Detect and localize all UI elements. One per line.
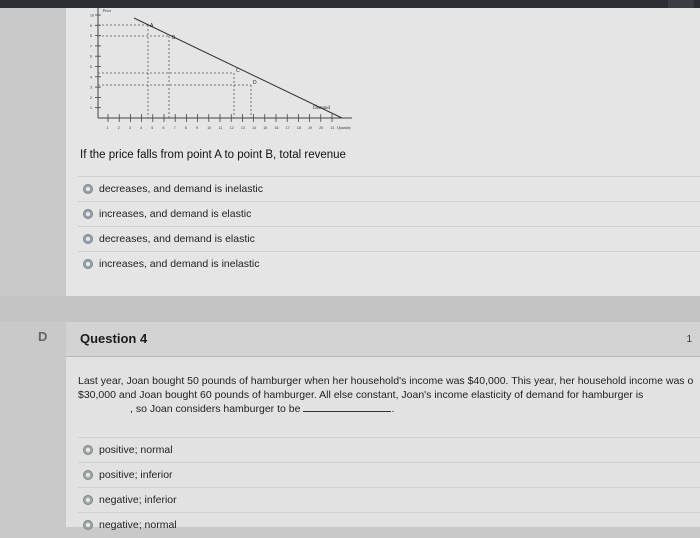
option-label: negative; inferior: [99, 494, 177, 506]
option-label: negative; normal: [99, 519, 177, 531]
x-tick-label: 20: [319, 126, 324, 130]
x-tick-label: 15: [263, 126, 268, 130]
x-tick-label: 6: [162, 126, 165, 130]
point-a-label: A: [150, 23, 154, 29]
y-tick-label: 8: [90, 34, 92, 39]
y-tick-label: 5: [90, 65, 92, 69]
x-tick-label: 7: [173, 126, 176, 130]
x-tick-label: 3: [128, 126, 131, 130]
radio-button[interactable]: [83, 445, 93, 455]
blank-2: [303, 411, 391, 412]
question-3-panel: [66, 8, 700, 297]
question-4-panel: [66, 357, 700, 531]
answer-option-1[interactable]: [78, 437, 700, 463]
x-tick-label: 5: [151, 126, 154, 130]
radio-button[interactable]: [83, 234, 93, 244]
top-bar: [0, 0, 700, 8]
answer-option-2[interactable]: [78, 201, 700, 227]
question-4-line-3-end: .: [391, 403, 395, 415]
x-tick-label: 2: [117, 126, 120, 130]
question-4-header: [66, 322, 700, 357]
x-tick-label: 16: [274, 126, 279, 130]
question-4-line-1: Last year, Joan bought 50 pounds of hamburger when her household's income was $40,000. This year, her household income was o: [78, 375, 694, 387]
y-tick-label: 3: [90, 85, 92, 90]
y-tick-label: 2: [90, 95, 92, 100]
answer-option-3[interactable]: [78, 487, 700, 513]
radio-button[interactable]: [83, 259, 93, 269]
option-label: increases, and demand is elastic: [99, 208, 252, 220]
option-label: decreases, and demand is elastic: [99, 233, 255, 245]
answer-option-1[interactable]: [78, 176, 700, 202]
x-tick-label: 11: [218, 126, 223, 130]
x-tick-label: 13: [240, 126, 245, 130]
x-axis-label: Quantity: [337, 125, 351, 130]
x-tick-label: 18: [296, 126, 301, 130]
x-tick-label: 8: [184, 126, 187, 130]
x-tick-label: 9: [196, 126, 199, 130]
question-3-prompt: If the price falls from point A to point B, total revenue: [80, 149, 346, 161]
y-tick-label: 10: [90, 13, 94, 18]
option-label: positive; inferior: [99, 469, 173, 481]
option-label: positive; normal: [99, 444, 173, 456]
x-tick-label: 10: [207, 126, 212, 130]
question-4-line-3-mid: , so Joan considers hamburger to be: [130, 403, 301, 415]
x-tick-label: 17: [285, 126, 290, 130]
radio-button[interactable]: [83, 520, 93, 530]
y-tick-label: 1: [90, 106, 92, 111]
x-tick-label: 19: [308, 126, 313, 130]
y-tick-label: 6: [90, 54, 92, 59]
question-4-line-3: [78, 402, 698, 416]
point-c-label: C: [236, 68, 240, 74]
option-label: decreases, and demand is inelastic: [99, 183, 264, 195]
x-tick-label: 4: [140, 126, 143, 130]
question-4-line-2: $30,000 and Joan bought 60 pounds of hamburger. All else constant, Joan's income elasticity of demand for hamburger is: [78, 389, 644, 401]
y-axis-label: Price: [103, 8, 112, 13]
radio-button[interactable]: [83, 470, 93, 480]
answer-option-3[interactable]: [78, 226, 700, 252]
option-label: increases, and demand is inelastic: [99, 258, 260, 270]
x-tick-label: 14: [252, 126, 257, 130]
answer-option-4[interactable]: [78, 512, 700, 538]
point-d-label: D: [253, 80, 257, 86]
section-gap: [0, 296, 700, 322]
radio-button[interactable]: [83, 495, 93, 505]
answer-option-2[interactable]: [78, 462, 700, 488]
radio-button[interactable]: [83, 209, 93, 219]
demand-label: Demand: [313, 106, 330, 111]
y-tick-label: 4: [90, 75, 92, 80]
point-b-label: B: [172, 35, 176, 41]
y-tick-label: 7: [90, 44, 92, 49]
question-4-text: [78, 374, 698, 416]
question-4-points: 1: [686, 334, 692, 345]
question-status-icon: D: [38, 329, 48, 344]
demand-chart: [90, 8, 390, 140]
top-bar-mark: [668, 0, 694, 8]
question-4-title: Question 4: [80, 331, 148, 346]
answer-option-4[interactable]: [78, 251, 700, 277]
x-tick-label: 21: [330, 126, 335, 130]
x-tick-label: 1: [106, 126, 109, 130]
x-tick-label: 12: [229, 126, 234, 130]
y-tick-label: 9: [90, 23, 92, 28]
radio-button[interactable]: [83, 184, 93, 194]
